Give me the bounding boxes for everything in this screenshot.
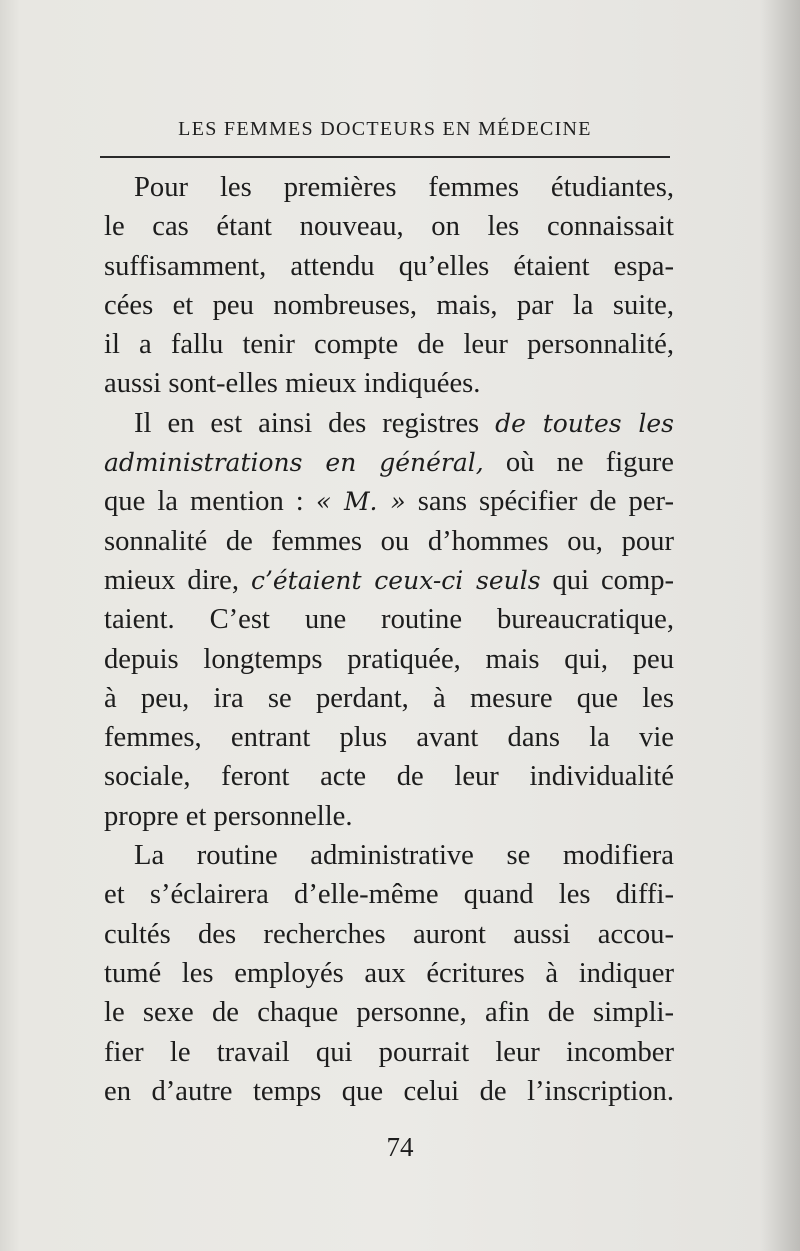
- paragraph-1-line-2: le cas étant nouveau, on les connaissait: [104, 211, 674, 243]
- paragraph-2-line-10: sociale, feront acte de leur individualité: [104, 761, 674, 793]
- paragraph-2-line-8: à peu, ira se perdant, à mesure que les: [104, 682, 674, 714]
- paragraph-2-line-3-roman-a: que la mention :: [104, 486, 316, 518]
- running-head: LES FEMMES DOCTEURS EN MÉDECINE: [178, 118, 592, 140]
- paragraph-2-line-2-italic: administrations en général,: [104, 448, 484, 478]
- paragraph-2-line-11: propre et personnelle.: [104, 800, 353, 832]
- paragraph-2-line-5: [104, 561, 674, 600]
- paragraph-3-line-5: le sexe de chaque personne, afin de simpli-: [104, 997, 674, 1029]
- paragraph-1-line-3: suffisamment, attendu qu’elles étaient espa-: [104, 250, 674, 282]
- header-rule: [100, 156, 670, 158]
- paragraph-1-line-6: aussi sont-elles mieux indiquées.: [104, 368, 481, 400]
- paragraph-3-line-3: cultés des recherches auront aussi accou-: [104, 918, 674, 950]
- paragraph-1-line-5: il a fallu tenir compte de leur personnalité,: [104, 329, 674, 361]
- paragraph-2-line-2: [104, 443, 674, 482]
- paragraph-2-line-3-italic: « M. »: [315, 487, 406, 517]
- paragraph-2-line-5-roman-b: qui comp-: [540, 564, 675, 596]
- paragraph-2-line-7: depuis longtemps pratiquée, mais qui, peu: [104, 643, 674, 675]
- paragraph-2-line-1-roman: Il en est ainsi des registres: [134, 407, 496, 439]
- body-text: [104, 168, 674, 1111]
- paragraph-2-line-2-roman: où ne figure: [483, 447, 674, 479]
- page-number: 74: [386, 1132, 414, 1162]
- paragraph-2-line-1: [104, 404, 674, 443]
- paragraph-3-line-1: La routine administrative se modifiera: [134, 840, 674, 872]
- paragraph-2-line-5-italic: c’étaient ceux-ci seuls: [250, 565, 541, 595]
- paragraph-2-line-3-roman-b: sans spécifier de per-: [405, 486, 675, 518]
- paragraph-2-line-1-italic: de toutes les: [495, 408, 674, 438]
- paragraph-3-line-6: fier le travail qui pourrait leur incomber: [104, 1036, 674, 1068]
- paragraph-2-line-3: [104, 482, 674, 521]
- paragraph-1-line-1: Pour les premières femmes étudiantes,: [134, 172, 674, 203]
- paragraph-2-line-5-roman-a: mieux dire,: [104, 564, 251, 596]
- paragraph-3-line-7: en d’autre temps que celui de l’inscription.: [104, 1075, 674, 1107]
- paragraph-2-line-6: taient. C’est une routine bureaucratique,: [104, 604, 674, 636]
- paragraph-3-line-4: tumé les employés aux écritures à indiquer: [104, 957, 674, 989]
- paragraph-2-line-9: femmes, entrant plus avant dans la vie: [104, 722, 674, 754]
- paragraph-2-line-4: sonnalité de femmes ou d’hommes ou, pour: [104, 525, 674, 557]
- paragraph-1-line-4: cées et peu nombreuses, mais, par la suite,: [104, 289, 674, 321]
- paragraph-3-line-2: et s’éclairera d’elle-même quand les diffi-: [104, 879, 674, 911]
